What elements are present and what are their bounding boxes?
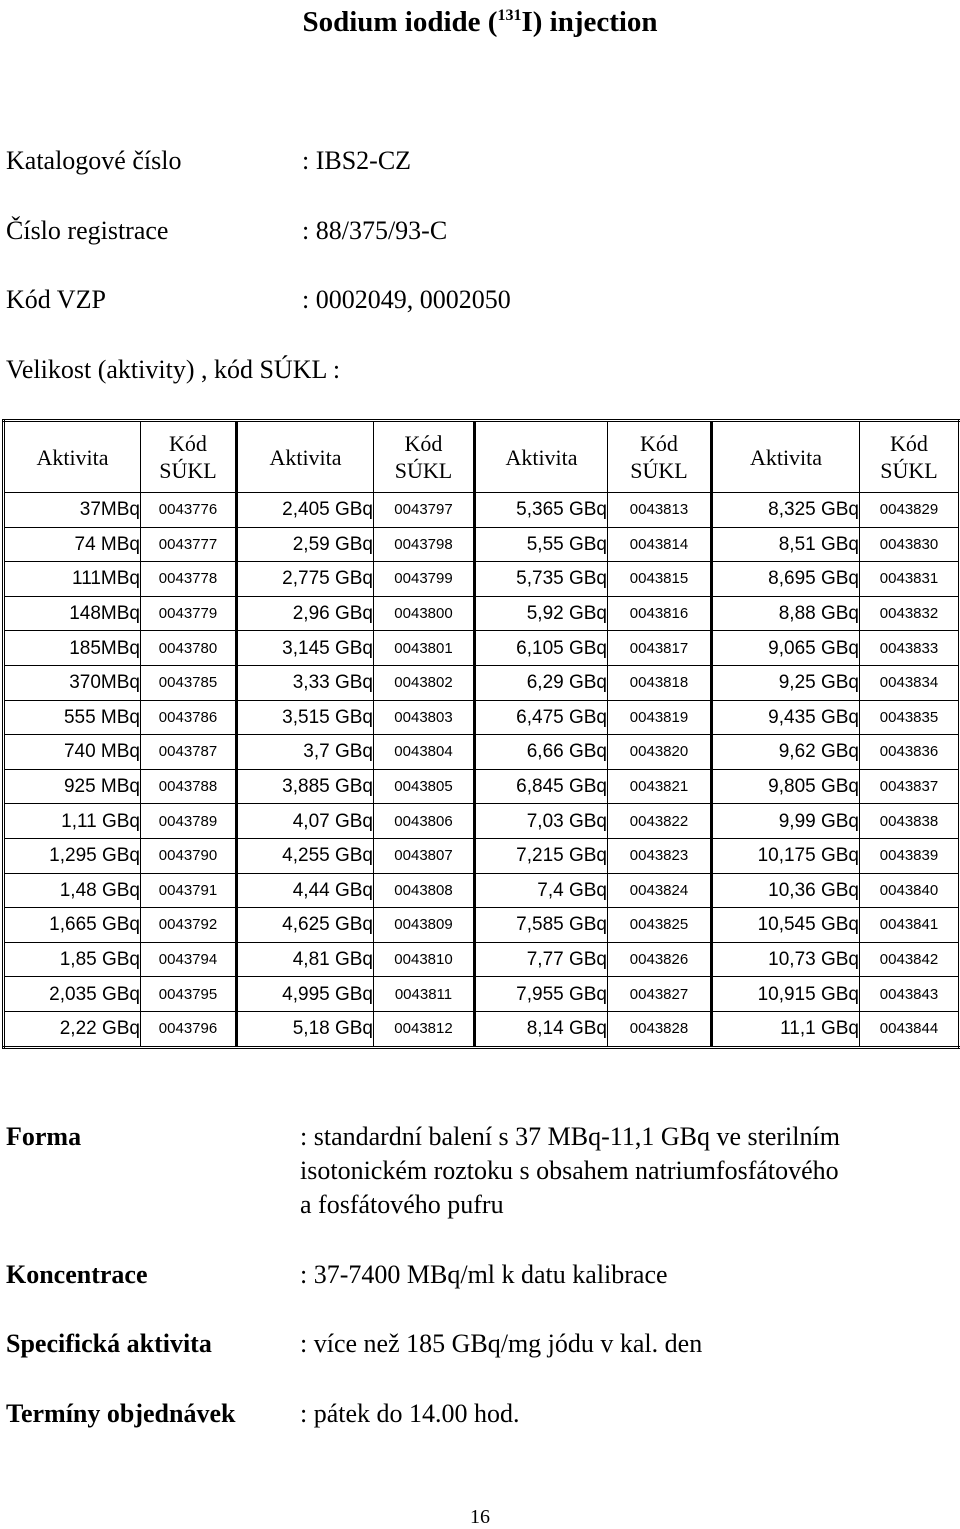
activity-cell: 9,805 GBq: [712, 769, 860, 804]
sukl-code-cell: 0043800: [374, 596, 475, 631]
activity-cell: 7,77 GBq: [475, 942, 608, 977]
table-row: [4, 527, 960, 562]
sukl-code-cell: 0043831: [860, 562, 960, 597]
table-header-row: [4, 421, 960, 493]
sukl-code-cell: 0043827: [608, 977, 712, 1012]
activity-cell: 1,85 GBq: [4, 942, 141, 977]
table-row: [4, 596, 960, 631]
header-activity: Aktivita: [237, 421, 374, 493]
sukl-code-cell: 0043821: [608, 769, 712, 804]
activity-cell: 8,14 GBq: [475, 1011, 608, 1047]
activity-cell: 9,99 GBq: [712, 804, 860, 839]
sukl-code-cell: 0043799: [374, 562, 475, 597]
sukl-code-cell: 0043834: [860, 665, 960, 700]
sukl-code-cell: 0043808: [374, 873, 475, 908]
activity-cell: 2,96 GBq: [237, 596, 374, 631]
header-activity: Aktivita: [712, 421, 860, 493]
activity-cell: 555 MBq: [4, 700, 141, 735]
activity-cell: 9,25 GBq: [712, 665, 860, 700]
activity-cell: 3,33 GBq: [237, 665, 374, 700]
header-code: Kód SÚKL: [608, 421, 712, 493]
sukl-code-cell: 0043837: [860, 769, 960, 804]
activity-cell: 10,915 GBq: [712, 977, 860, 1012]
sukl-code-cell: 0043830: [860, 527, 960, 562]
sukl-code-cell: 0043797: [374, 493, 475, 528]
detail-value: : pátek do 14.00 hod.: [300, 1399, 520, 1428]
activity-cell: 2,59 GBq: [237, 527, 374, 562]
sukl-code-cell: 0043836: [860, 735, 960, 770]
activity-cell: 4,995 GBq: [237, 977, 374, 1012]
activity-cell: 111MBq: [4, 562, 141, 597]
activity-cell: 11,1 GBq: [712, 1011, 860, 1047]
activity-cell: 1,48 GBq: [4, 873, 141, 908]
activity-cell: 5,18 GBq: [237, 1011, 374, 1047]
sukl-code-cell: 0043780: [141, 631, 237, 666]
page-number: 16: [470, 1506, 490, 1528]
activity-cell: 10,36 GBq: [712, 873, 860, 908]
sukl-code-cell: 0043778: [141, 562, 237, 597]
sukl-code-cell: 0043818: [608, 665, 712, 700]
activity-cell: 8,695 GBq: [712, 562, 860, 597]
activity-cell: 6,475 GBq: [475, 700, 608, 735]
activity-cell: 740 MBq: [4, 735, 141, 770]
sukl-code-cell: 0043779: [141, 596, 237, 631]
activity-cell: 3,7 GBq: [237, 735, 374, 770]
sukl-code-cell: 0043824: [608, 873, 712, 908]
sukl-code-cell: 0043794: [141, 942, 237, 977]
table-row: [4, 631, 960, 666]
table-row: [4, 977, 960, 1012]
activity-cell: 1,665 GBq: [4, 908, 141, 943]
activity-table: [2, 419, 960, 1049]
table-row: [4, 942, 960, 977]
sukl-code-cell: 0043833: [860, 631, 960, 666]
activity-cell: 9,435 GBq: [712, 700, 860, 735]
table-row: [4, 908, 960, 943]
activity-cell: 5,92 GBq: [475, 596, 608, 631]
info-value: : IBS2-CZ: [302, 146, 412, 175]
sukl-code-cell: 0043776: [141, 493, 237, 528]
activity-cell: 925 MBq: [4, 769, 141, 804]
activity-cell: 1,295 GBq: [4, 838, 141, 873]
sukl-code-cell: 0043803: [374, 700, 475, 735]
activity-cell: 2,775 GBq: [237, 562, 374, 597]
table-row: [4, 873, 960, 908]
activity-cell: 7,215 GBq: [475, 838, 608, 873]
detail-value-line: a fosfátového pufru: [300, 1190, 504, 1219]
detail-value-line: : standardní balení s 37 MBq-11,1 GBq ve sterilním: [300, 1122, 840, 1151]
header-code: Kód SÚKL: [860, 421, 960, 493]
sukl-code-cell: 0043841: [860, 908, 960, 943]
sukl-code-cell: 0043819: [608, 700, 712, 735]
sukl-code-cell: 0043815: [608, 562, 712, 597]
activity-cell: 4,07 GBq: [237, 804, 374, 839]
detail-value: : více než 185 GBq/mg jódu v kal. den: [300, 1329, 703, 1358]
activity-cell: 6,105 GBq: [475, 631, 608, 666]
sukl-code-cell: 0043798: [374, 527, 475, 562]
activity-cell: 2,22 GBq: [4, 1011, 141, 1047]
info-label: Číslo registrace: [6, 216, 169, 245]
activity-cell: 7,4 GBq: [475, 873, 608, 908]
sukl-code-cell: 0043816: [608, 596, 712, 631]
detail-value-line: isotonickém roztoku s obsahem natriumfosfátového: [300, 1156, 839, 1185]
info-label: Kód VZP: [6, 285, 106, 314]
title-suffix: I) injection: [521, 6, 658, 38]
sukl-code-cell: 0043832: [860, 596, 960, 631]
activity-cell: 2,405 GBq: [237, 493, 374, 528]
sukl-code-cell: 0043785: [141, 665, 237, 700]
activity-cell: 8,88 GBq: [712, 596, 860, 631]
activity-cell: 4,255 GBq: [237, 838, 374, 873]
activity-table-wrapper: [2, 419, 958, 1049]
detail-value: [300, 1120, 900, 1222]
activity-cell: 3,515 GBq: [237, 700, 374, 735]
activity-cell: 6,66 GBq: [475, 735, 608, 770]
info-label: Katalogové číslo: [6, 146, 182, 175]
sukl-code-cell: 0043789: [141, 804, 237, 839]
activity-cell: 7,585 GBq: [475, 908, 608, 943]
sukl-code-cell: 0043792: [141, 908, 237, 943]
sukl-code-cell: 0043822: [608, 804, 712, 839]
sukl-code-cell: 0043777: [141, 527, 237, 562]
sukl-code-cell: 0043820: [608, 735, 712, 770]
sukl-code-cell: 0043801: [374, 631, 475, 666]
activity-cell: 2,035 GBq: [4, 977, 141, 1012]
header-code: Kód SÚKL: [374, 421, 475, 493]
activity-cell: 9,62 GBq: [712, 735, 860, 770]
table-row: [4, 769, 960, 804]
sukl-code-cell: 0043829: [860, 493, 960, 528]
table-row: [4, 804, 960, 839]
info-value: : 88/375/93-C: [302, 216, 448, 245]
sukl-code-cell: 0043838: [860, 804, 960, 839]
sukl-code-cell: 0043806: [374, 804, 475, 839]
activity-cell: 148MBq: [4, 596, 141, 631]
sukl-code-cell: 0043842: [860, 942, 960, 977]
title-prefix: Sodium iodide (: [302, 6, 498, 38]
size-heading: Velikost (aktivity) , kód SÚKL :: [6, 355, 341, 384]
info-value: : 0002049, 0002050: [302, 285, 511, 314]
activity-cell: 8,325 GBq: [712, 493, 860, 528]
sukl-code-cell: 0043786: [141, 700, 237, 735]
title-isotope: 131: [497, 7, 522, 24]
activity-cell: 10,545 GBq: [712, 908, 860, 943]
table-row: [4, 838, 960, 873]
activity-cell: 185MBq: [4, 631, 141, 666]
activity-cell: 10,175 GBq: [712, 838, 860, 873]
sukl-code-cell: 0043840: [860, 873, 960, 908]
header-activity: Aktivita: [475, 421, 608, 493]
detail-label: Termíny objednávek: [6, 1399, 236, 1428]
sukl-code-cell: 0043814: [608, 527, 712, 562]
sukl-code-cell: 0043788: [141, 769, 237, 804]
sukl-code-cell: 0043791: [141, 873, 237, 908]
header-activity: Aktivita: [4, 421, 141, 493]
activity-cell: 5,735 GBq: [475, 562, 608, 597]
sukl-code-cell: 0043839: [860, 838, 960, 873]
sukl-code-cell: 0043823: [608, 838, 712, 873]
sukl-code-cell: 0043811: [374, 977, 475, 1012]
table-body: [4, 493, 960, 1048]
activity-cell: 1,11 GBq: [4, 804, 141, 839]
activity-cell: 4,44 GBq: [237, 873, 374, 908]
sukl-code-cell: 0043843: [860, 977, 960, 1012]
activity-cell: 8,51 GBq: [712, 527, 860, 562]
table-row: [4, 700, 960, 735]
activity-cell: 9,065 GBq: [712, 631, 860, 666]
sukl-code-cell: 0043804: [374, 735, 475, 770]
activity-cell: 6,845 GBq: [475, 769, 608, 804]
activity-cell: 6,29 GBq: [475, 665, 608, 700]
activity-cell: 7,03 GBq: [475, 804, 608, 839]
sukl-code-cell: 0043805: [374, 769, 475, 804]
activity-cell: 4,625 GBq: [237, 908, 374, 943]
table-row: [4, 1011, 960, 1047]
sukl-code-cell: 0043802: [374, 665, 475, 700]
header-code: Kód SÚKL: [141, 421, 237, 493]
sukl-code-cell: 0043812: [374, 1011, 475, 1047]
activity-cell: 7,955 GBq: [475, 977, 608, 1012]
sukl-code-cell: 0043790: [141, 838, 237, 873]
table-row: [4, 562, 960, 597]
table-row: [4, 493, 960, 528]
activity-cell: 10,73 GBq: [712, 942, 860, 977]
sukl-code-cell: 0043795: [141, 977, 237, 1012]
activity-cell: 4,81 GBq: [237, 942, 374, 977]
sukl-code-cell: 0043844: [860, 1011, 960, 1047]
activity-cell: 5,55 GBq: [475, 527, 608, 562]
detail-label: Specifická aktivita: [6, 1329, 212, 1358]
page-title: [0, 2, 960, 42]
sukl-code-cell: 0043825: [608, 908, 712, 943]
activity-cell: 370MBq: [4, 665, 141, 700]
activity-cell: 74 MBq: [4, 527, 141, 562]
sukl-code-cell: 0043828: [608, 1011, 712, 1047]
sukl-code-cell: 0043809: [374, 908, 475, 943]
sukl-code-cell: 0043787: [141, 735, 237, 770]
sukl-code-cell: 0043835: [860, 700, 960, 735]
detail-value: : 37-7400 MBq/ml k datu kalibrace: [300, 1260, 668, 1289]
sukl-code-cell: 0043807: [374, 838, 475, 873]
sukl-code-cell: 0043813: [608, 493, 712, 528]
detail-label: Forma: [6, 1122, 82, 1151]
sukl-code-cell: 0043796: [141, 1011, 237, 1047]
table-row: [4, 735, 960, 770]
sukl-code-cell: 0043817: [608, 631, 712, 666]
sukl-code-cell: 0043810: [374, 942, 475, 977]
activity-cell: 37MBq: [4, 493, 141, 528]
activity-cell: 5,365 GBq: [475, 493, 608, 528]
table-row: [4, 665, 960, 700]
sukl-code-cell: 0043826: [608, 942, 712, 977]
activity-cell: 3,885 GBq: [237, 769, 374, 804]
activity-cell: 3,145 GBq: [237, 631, 374, 666]
detail-label: Koncentrace: [6, 1260, 148, 1289]
